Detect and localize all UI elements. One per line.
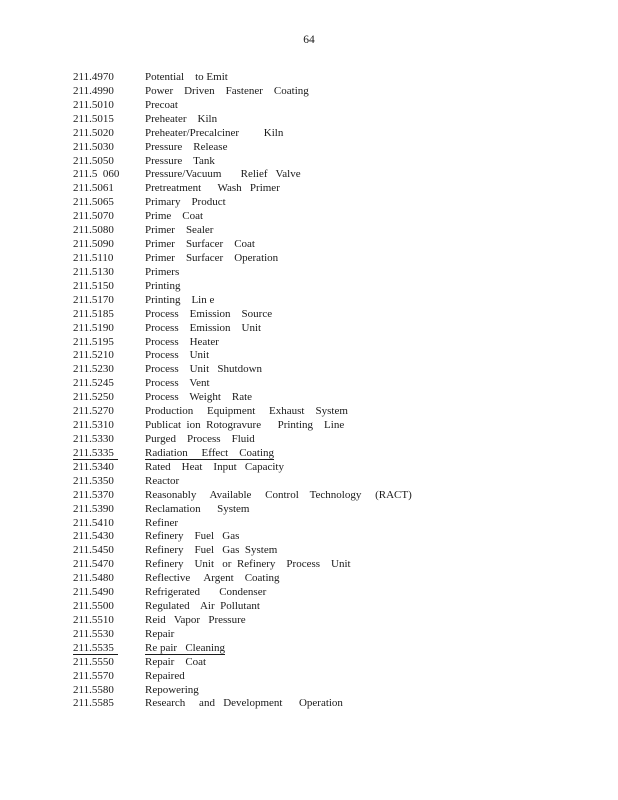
section-number: 211.5030 bbox=[73, 140, 114, 153]
section-entry bbox=[73, 336, 413, 350]
section-entry bbox=[73, 697, 413, 711]
section-number: 211.5450 bbox=[73, 544, 114, 557]
section-entry bbox=[73, 266, 413, 280]
section-number: 211.5210 bbox=[73, 349, 114, 362]
section-entry bbox=[73, 461, 413, 475]
defined-term: Publicat ion Rotogravure Printing Line bbox=[145, 419, 345, 432]
section-entry bbox=[73, 85, 413, 99]
section-number: 211.5490 bbox=[73, 586, 114, 599]
defined-term: Potential to Emit bbox=[145, 71, 228, 83]
section-entry bbox=[73, 99, 413, 113]
defined-term: Repair bbox=[145, 627, 175, 640]
section-entry bbox=[73, 489, 413, 503]
section-entry bbox=[73, 71, 413, 85]
defined-term: Pressure Release bbox=[145, 140, 228, 153]
section-number: 211.5535 bbox=[73, 642, 118, 656]
defined-term: Printing bbox=[145, 279, 181, 292]
defined-term: Precoat bbox=[145, 98, 178, 111]
defined-term: Process Emission Source bbox=[145, 307, 273, 320]
defined-term: Refinery Fuel Gas bbox=[145, 530, 240, 543]
defined-term: Reactor bbox=[145, 474, 180, 487]
section-entry bbox=[73, 628, 413, 642]
section-entry bbox=[73, 294, 413, 308]
section-entry bbox=[73, 642, 413, 656]
section-entry bbox=[73, 530, 413, 544]
section-number: 211.5330 bbox=[73, 432, 114, 445]
defined-term: Primer Surfacer Coat bbox=[145, 238, 255, 251]
defined-term: Preheater Kiln bbox=[145, 112, 218, 125]
section-number: 211.5510 bbox=[73, 613, 114, 626]
defined-term: Primer Sealer bbox=[145, 224, 214, 237]
section-entry bbox=[73, 544, 413, 558]
section-number: 211.5480 bbox=[73, 572, 114, 585]
defined-term: Reasonably Available Control Technology (RACT) bbox=[145, 488, 412, 501]
section-entry bbox=[73, 210, 413, 224]
defined-term: Primer Surfacer Operation bbox=[145, 251, 279, 264]
section-number: 211.5245 bbox=[73, 377, 114, 390]
section-number: 211.5195 bbox=[73, 335, 114, 348]
defined-term: Rated Heat Input Capacity bbox=[145, 460, 284, 473]
section-entry bbox=[73, 252, 413, 266]
defined-term: Research and Development Operation bbox=[145, 697, 343, 710]
section-number: 211.5130 bbox=[73, 265, 114, 278]
section-number: 211.5580 bbox=[73, 683, 114, 696]
defined-term: Purged Process Fluid bbox=[145, 432, 255, 445]
section-entry bbox=[73, 349, 413, 363]
defined-term: Process Weight Rate bbox=[145, 391, 253, 404]
page-number: 64 bbox=[303, 34, 315, 46]
section-entry bbox=[73, 238, 413, 252]
defined-term: Regulated Air Pollutant bbox=[145, 600, 260, 613]
defined-term: Primary Product bbox=[145, 196, 226, 209]
defined-term: Process Unit bbox=[145, 349, 210, 362]
defined-term: Production Equipment Exhaust System bbox=[145, 405, 348, 418]
section-number: 211.5250 bbox=[73, 391, 114, 404]
section-entry bbox=[73, 280, 413, 294]
section-number: 211.5310 bbox=[73, 419, 114, 432]
defined-term: Preheater/Precalciner Kiln bbox=[145, 126, 284, 139]
section-number: 211.5530 bbox=[73, 627, 114, 640]
defined-term: Pressure Tank bbox=[145, 154, 215, 167]
section-number: 211.4990 bbox=[73, 84, 114, 97]
section-entry bbox=[73, 391, 413, 405]
defined-term: Repowering bbox=[145, 683, 199, 696]
section-number: 211.5230 bbox=[73, 363, 114, 376]
defined-term: Pressure/Vacuum Relief Valve bbox=[145, 168, 301, 181]
section-entry bbox=[73, 363, 413, 377]
section-number: 211.5090 bbox=[73, 238, 114, 251]
section-number: 211.5150 bbox=[73, 279, 114, 292]
section-entry bbox=[73, 322, 413, 336]
section-entry bbox=[73, 141, 413, 155]
section-entry bbox=[73, 475, 413, 489]
defined-term: Reid Vapor Pressure bbox=[145, 613, 246, 626]
section-entry bbox=[73, 377, 413, 391]
defined-term: Power Driven Fastener Coating bbox=[145, 84, 309, 97]
section-entry bbox=[73, 419, 413, 433]
section-entry bbox=[73, 572, 413, 586]
section-number: 211.5110 bbox=[73, 251, 114, 264]
section-number: 211.5070 bbox=[73, 210, 114, 223]
defined-term: Refinery Fuel Gas System bbox=[145, 544, 278, 557]
defined-term: Process Vent bbox=[145, 377, 210, 390]
section-number: 211.5500 bbox=[73, 600, 114, 613]
section-number: 211.5350 bbox=[73, 474, 114, 487]
section-number: 211.5185 bbox=[73, 307, 114, 320]
section-entry bbox=[73, 517, 413, 531]
section-number: 211.5015 bbox=[73, 112, 114, 125]
defined-term: Process Emission Unit bbox=[145, 321, 262, 334]
section-entry bbox=[73, 155, 413, 169]
section-entry bbox=[73, 614, 413, 628]
section-number: 211.5010 bbox=[73, 98, 114, 111]
section-number: 211.5170 bbox=[73, 293, 114, 306]
defined-term: Re pair Cleaning bbox=[145, 641, 226, 654]
defined-term: Repair Coat bbox=[145, 655, 207, 668]
section-entry bbox=[73, 224, 413, 238]
defined-term: Reclamation System bbox=[145, 502, 250, 515]
section-number: 211.5065 bbox=[73, 196, 114, 209]
section-number: 211.5370 bbox=[73, 488, 114, 501]
section-number: 211.5335 bbox=[73, 447, 118, 461]
section-entry bbox=[73, 503, 413, 517]
section-entry bbox=[73, 182, 413, 196]
defined-term: Process Unit Shutdown bbox=[145, 363, 263, 376]
section-number: 211.4970 bbox=[73, 71, 114, 83]
section-number: 211.5470 bbox=[73, 558, 114, 571]
defined-term: Reflective Argent Coating bbox=[145, 572, 280, 585]
section-number: 211.5020 bbox=[73, 126, 114, 139]
section-entry bbox=[73, 684, 413, 698]
defined-term: Refrigerated Condenser bbox=[145, 586, 267, 599]
section-entry bbox=[73, 656, 413, 670]
section-number: 211.5061 bbox=[73, 182, 114, 195]
section-entry bbox=[73, 600, 413, 614]
section-entry bbox=[73, 405, 413, 419]
section-number: 211.5080 bbox=[73, 224, 114, 237]
section-entry bbox=[73, 586, 413, 600]
section-index-list bbox=[73, 71, 413, 711]
defined-term: Refiner bbox=[145, 516, 178, 529]
section-number: 211.5410 bbox=[73, 516, 114, 529]
section-number: 211.5 060 bbox=[73, 168, 120, 181]
defined-term: Pretreatment Wash Primer bbox=[145, 182, 280, 195]
section-number: 211.5390 bbox=[73, 502, 114, 515]
section-number: 211.5570 bbox=[73, 669, 114, 682]
defined-term: Refinery Unit or Refinery Process Unit bbox=[145, 558, 351, 571]
defined-term: Prime Coat bbox=[145, 210, 204, 223]
section-entry bbox=[73, 433, 413, 447]
section-number: 211.5190 bbox=[73, 321, 114, 334]
section-number: 211.5585 bbox=[73, 697, 114, 710]
section-entry bbox=[73, 127, 413, 141]
section-entry bbox=[73, 670, 413, 684]
section-entry bbox=[73, 447, 413, 461]
defined-term: Process Heater bbox=[145, 335, 219, 348]
section-entry bbox=[73, 113, 413, 127]
defined-term: Radiation Effect Coating bbox=[145, 446, 275, 459]
defined-term: Repaired bbox=[145, 669, 185, 682]
defined-term: Printing Lin e bbox=[145, 293, 215, 306]
defined-term: Primers bbox=[145, 265, 180, 278]
section-number: 211.5430 bbox=[73, 530, 114, 543]
section-number: 211.5550 bbox=[73, 655, 114, 668]
section-number: 211.5050 bbox=[73, 154, 114, 167]
section-entry bbox=[73, 558, 413, 572]
section-entry bbox=[73, 168, 413, 182]
section-number: 211.5270 bbox=[73, 405, 114, 418]
section-entry bbox=[73, 196, 413, 210]
section-number: 211.5340 bbox=[73, 460, 114, 473]
section-entry bbox=[73, 308, 413, 322]
